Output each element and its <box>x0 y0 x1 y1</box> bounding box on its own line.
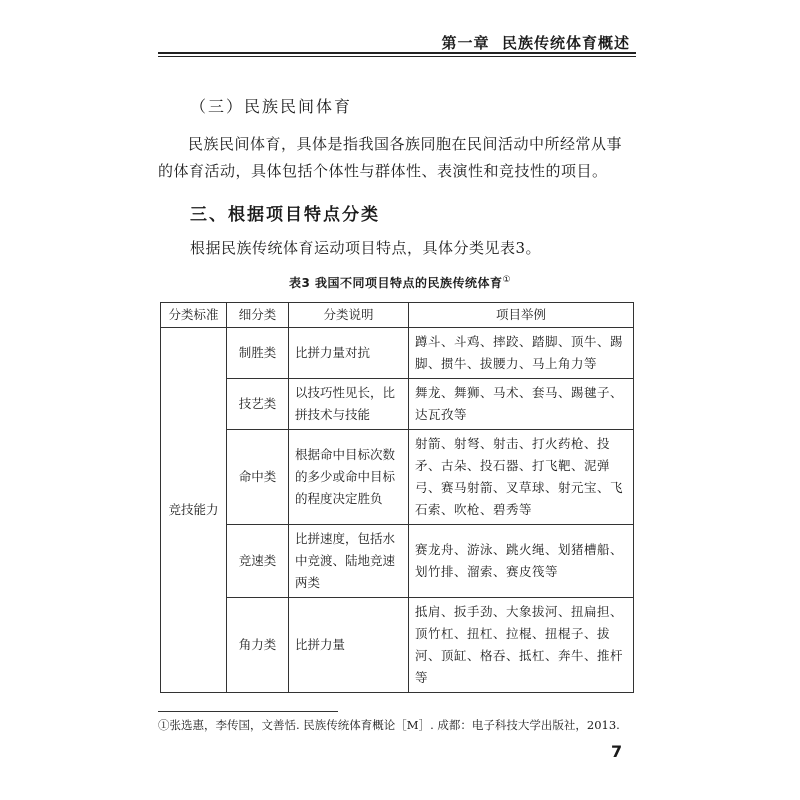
cell-subcategory: 竞速类 <box>227 525 289 598</box>
subsection-paragraph: 民族民间体育，具体是指我国各族同胞在民间活动中所经常从事的体育活动，具体包括个体性与群体性、表演性和竞技性的项目。 <box>158 135 623 180</box>
cell-subcategory: 制胜类 <box>227 328 289 379</box>
section-intro: 根据民族传统体育运动项目特点，具体分类见表3。 <box>190 239 542 257</box>
running-header-chapter-title: 第一章 民族传统体育概述 <box>441 34 630 52</box>
cell-description: 以技巧性见长，比拼技术与技能 <box>289 379 409 430</box>
cell-examples: 赛龙舟、游泳、跳火绳、划猪槽船、划竹排、溜索、赛皮筏等 <box>409 525 634 598</box>
header-description: 分类说明 <box>289 303 409 328</box>
cell-subcategory: 命中类 <box>227 430 289 525</box>
table-row <box>161 379 634 430</box>
cell-description: 根据命中目标次数的多少或命中目标的程度决定胜负 <box>289 430 409 525</box>
header-rule-thin <box>158 56 636 57</box>
section-heading: 三、根据项目特点分类 <box>190 205 380 225</box>
table-caption-text: 表3 我国不同项目特点的民族传统体育 <box>288 276 503 290</box>
table-header-row <box>161 303 634 328</box>
cell-examples: 抵肩、扳手劲、大象拔河、扭扁担、顶竹杠、扭杠、拉棍、扭棍子、拔河、顶缸、格吞、抵杠、奔牛、推杆等 <box>409 598 634 693</box>
header-classification-standard: 分类标准 <box>161 303 227 328</box>
cell-description: 比拼速度，包括水中竞渡、陆地竞速两类 <box>289 525 409 598</box>
table-caption-footnote-marker: ① <box>502 275 512 285</box>
footnote: ①张选惠，李传国，文善恬. 民族传统体育概论［M］. 成都：电子科技大学出版社，2013. <box>158 718 620 732</box>
classification-table <box>160 302 634 693</box>
table-row <box>161 525 634 598</box>
table-row <box>161 328 634 379</box>
table-row <box>161 598 634 693</box>
header-examples: 项目举例 <box>409 303 634 328</box>
header-subcategory: 细分类 <box>227 303 289 328</box>
cell-examples: 舞龙、舞狮、马术、套马、踢毽子、达瓦孜等 <box>409 379 634 430</box>
cell-examples: 蹲斗、斗鸡、摔跤、踏脚、顶牛、踢脚、掼牛、拔腰力、马上角力等 <box>409 328 634 379</box>
cell-classification-standard: 竞技能力 <box>161 328 227 693</box>
cell-subcategory: 角力类 <box>227 598 289 693</box>
cell-description: 比拼力量 <box>289 598 409 693</box>
page-number: 7 <box>611 742 623 761</box>
footnote-rule <box>158 711 338 712</box>
table-caption <box>0 274 800 291</box>
cell-examples: 射箭、射弩、射击、打火药枪、投矛、古朵、投石器、打飞靶、泥弹弓、赛马射箭、叉草球、射元宝、飞石索、吹枪、碧秀等 <box>409 430 634 525</box>
subsection-heading: （三）民族民间体育 <box>190 97 353 116</box>
table-row <box>161 430 634 525</box>
header-rule <box>158 52 636 54</box>
cell-subcategory: 技艺类 <box>227 379 289 430</box>
cell-description: 比拼力量对抗 <box>289 328 409 379</box>
